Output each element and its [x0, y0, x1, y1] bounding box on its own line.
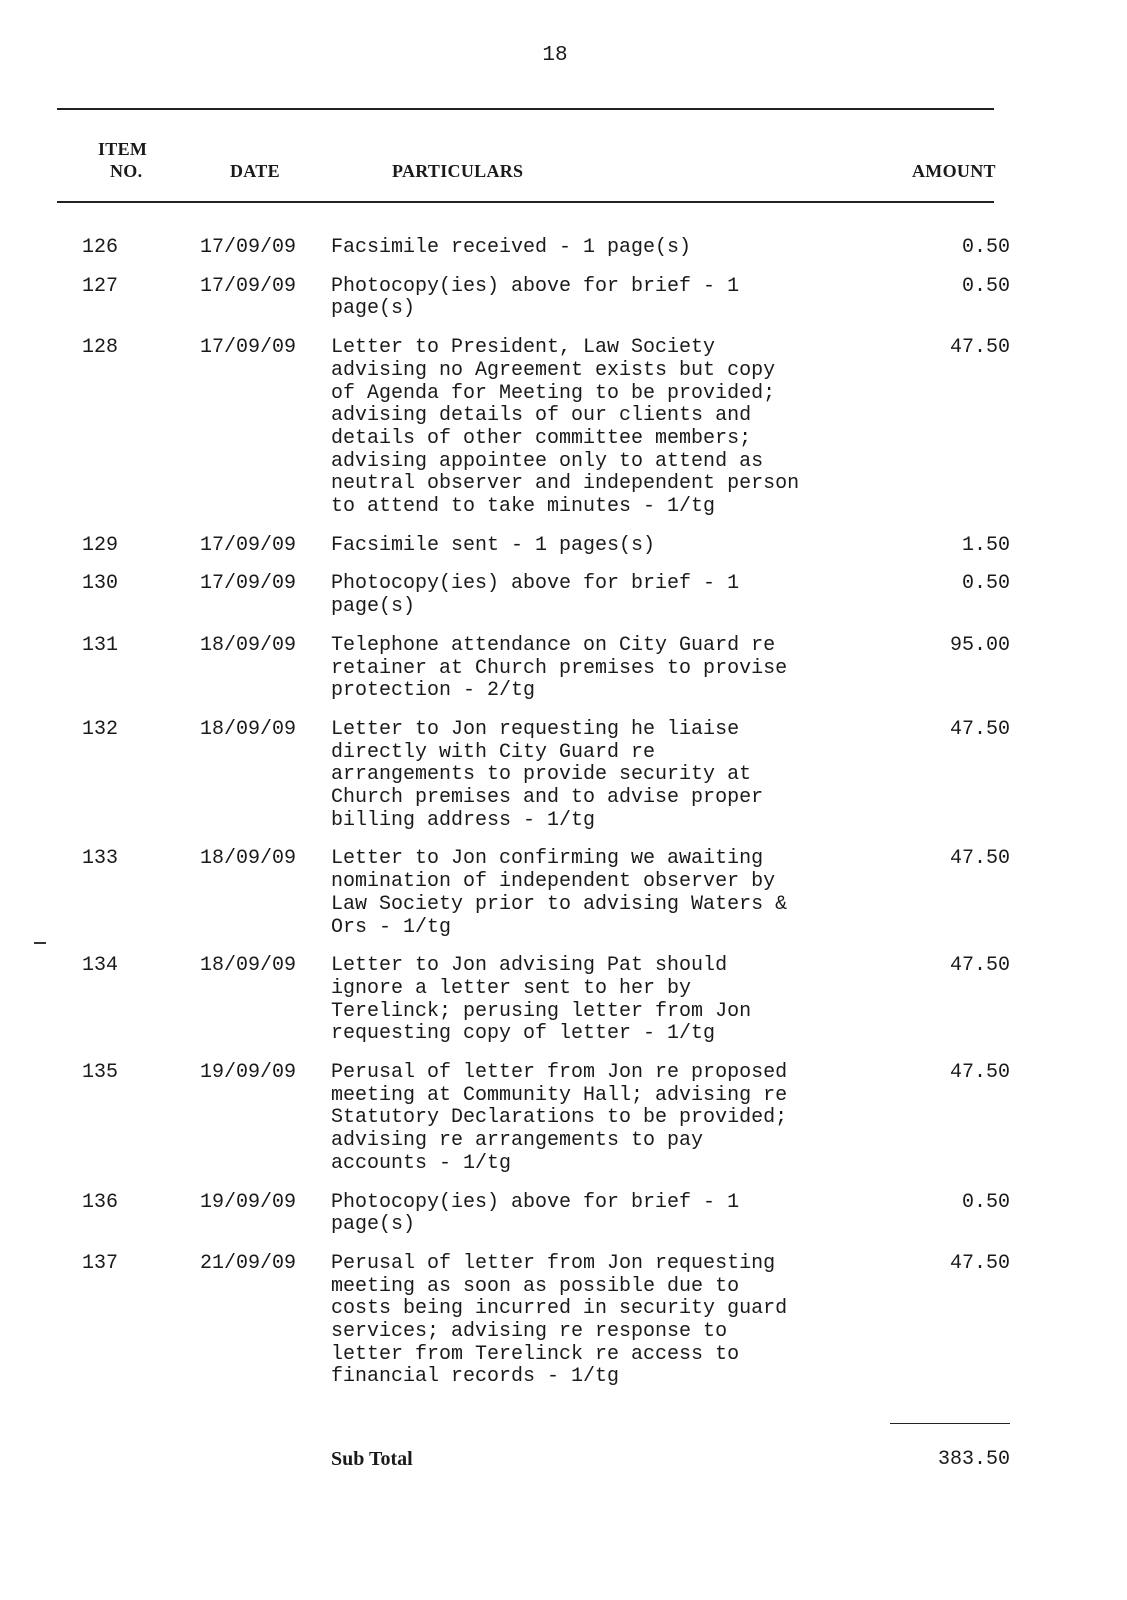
subtotal-amount: 383.50: [937, 1448, 1010, 1471]
page-number: 18: [542, 44, 568, 67]
column-header-amount: AMOUNT: [912, 161, 996, 181]
subtotal-rule: [890, 1423, 1010, 1424]
entry-amount: 47.50: [949, 1061, 1010, 1084]
entry-item-no: 132: [82, 717, 119, 741]
header-top-rule: [57, 108, 994, 110]
entry-item-no: 135: [82, 1061, 119, 1084]
column-header-item-no: [98, 138, 147, 182]
entry-amount: 47.50: [949, 717, 1010, 741]
entry-item-no: 128: [82, 336, 119, 360]
entry-date: 21/09/09: [200, 1251, 297, 1275]
entry-date: 17/09/09: [200, 336, 297, 360]
entry-date: 17/09/09: [200, 274, 297, 298]
entry-item-no: 133: [82, 847, 119, 871]
entry-amount: 47.50: [949, 954, 1010, 978]
entry-amount: 0.50: [961, 236, 1010, 259]
entry-particulars: Photocopy(ies) above for brief - 1 page(s): [331, 274, 740, 321]
entry-date: 19/09/09: [200, 1061, 297, 1084]
entry-particulars: Letter to President, Law Society advising no Agreement exists but copy of Agenda for Meeting to be provided; advising details of our clients and details of other committee members; advising appointee only to attend as neutral observer and independent person to attend to take minutes - 1/tg: [331, 336, 800, 519]
entry-particulars: Photocopy(ies) above for brief - 1 page(s): [331, 1190, 740, 1237]
entry-amount: 47.50: [949, 847, 1010, 871]
entry-particulars: Telephone attendance on City Guard re retainer at Church premises to provise protection - 2/tg: [331, 633, 788, 703]
entry-item-no: 129: [82, 533, 119, 557]
entry-date: 17/09/09: [200, 533, 297, 557]
entry-date: 18/09/09: [200, 633, 297, 657]
entry-amount: 1.50: [961, 533, 1010, 557]
entry-amount: 47.50: [949, 1251, 1010, 1275]
entry-item-no: 136: [82, 1190, 119, 1214]
entry-date: 17/09/09: [200, 572, 297, 596]
margin-mark: [34, 942, 46, 944]
entry-date: 18/09/09: [200, 717, 297, 741]
header-bottom-rule: [57, 201, 994, 203]
entry-item-no: 131: [82, 633, 119, 657]
subtotal-label: Sub Total: [331, 1448, 413, 1470]
entry-date: 18/09/09: [200, 847, 297, 871]
entry-particulars: Letter to Jon confirming we awaiting nomination of independent observer by Law Society prior to advising Waters & Ors - 1/tg: [331, 847, 788, 939]
entry-particulars: Letter to Jon requesting he liaise directly with City Guard re arrangements to provide security at Church premises and to advise proper billing address - 1/tg: [331, 717, 764, 832]
entry-item-no: 134: [82, 954, 119, 978]
item-header-line2: NO.: [110, 161, 143, 181]
entry-amount: 0.50: [961, 572, 1010, 596]
entry-amount: 0.50: [961, 1190, 1010, 1214]
entry-date: 17/09/09: [200, 236, 297, 259]
item-header-line1: ITEM: [98, 139, 148, 159]
column-header-particulars: PARTICULARS: [392, 161, 524, 181]
entry-item-no: 126: [82, 236, 119, 259]
entry-item-no: 130: [82, 572, 119, 596]
entry-item-no: 137: [82, 1251, 119, 1275]
entry-item-no: 127: [82, 274, 119, 298]
entry-particulars: Facsimile received - 1 page(s): [331, 236, 692, 259]
entry-particulars: Letter to Jon advising Pat should ignore a letter sent to her by Terelinck; perusing letter from Jon requesting copy of letter - 1/tg: [331, 954, 752, 1046]
entry-date: 18/09/09: [200, 954, 297, 978]
entry-date: 19/09/09: [200, 1190, 297, 1214]
column-header-date: DATE: [230, 161, 280, 181]
entry-amount: 47.50: [949, 336, 1010, 360]
entry-amount: 95.00: [949, 633, 1010, 657]
entry-particulars: Perusal of letter from Jon requesting meeting as soon as possible due to costs being incurred in security guard services; advising re response to letter from Terelinck re access to financial records - 1/tg: [331, 1251, 788, 1389]
entry-particulars: Facsimile sent - 1 pages(s): [331, 533, 656, 557]
entry-amount: 0.50: [961, 274, 1010, 298]
entry-particulars: Perusal of letter from Jon re proposed meeting at Community Hall; advising re Statutory Declarations to be provided; advising re arrangements to pay accounts - 1/tg: [331, 1061, 788, 1175]
entry-particulars: Photocopy(ies) above for brief - 1 page(s): [331, 572, 740, 619]
